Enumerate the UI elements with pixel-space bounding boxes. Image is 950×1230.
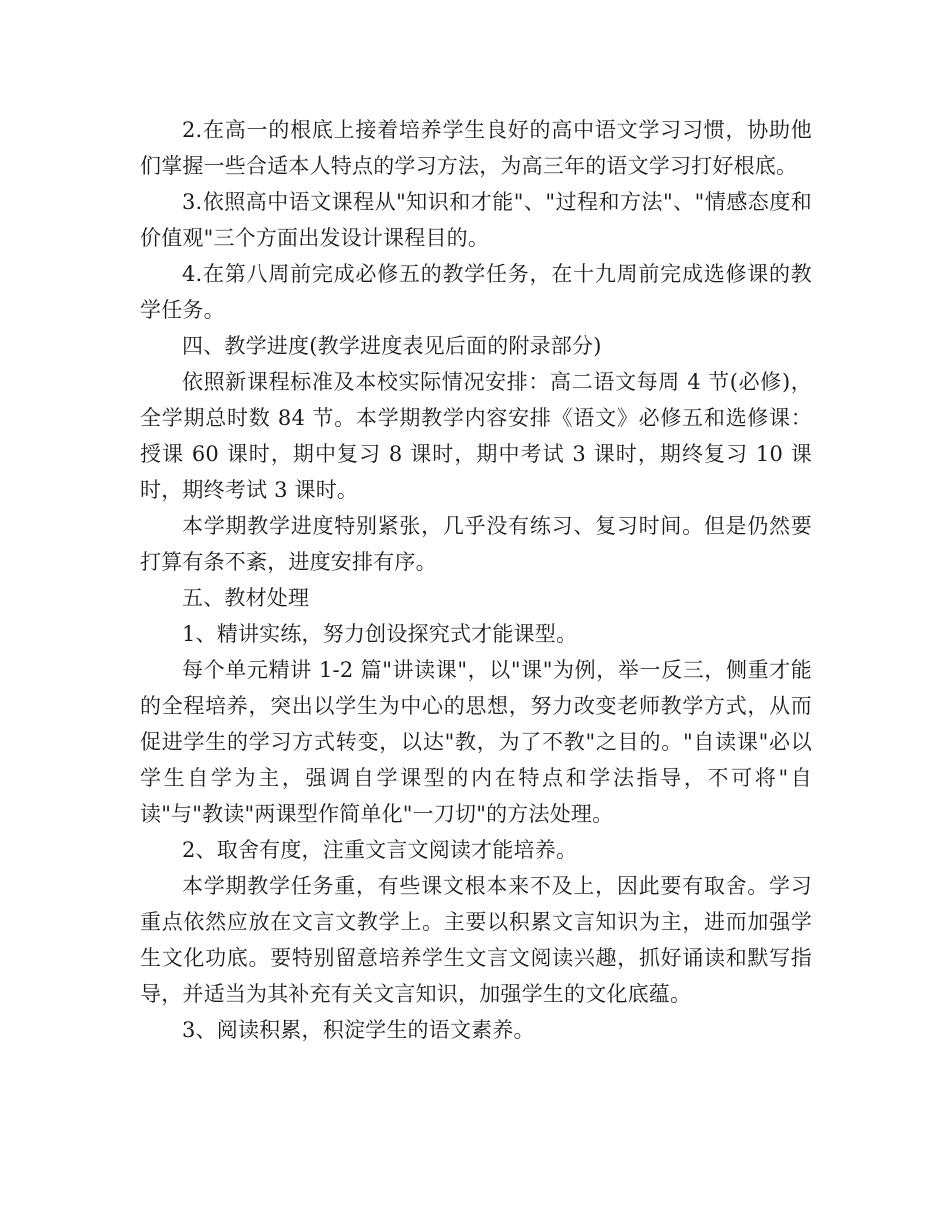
paragraph-classical-chinese: 本学期教学任务重，有些课文根本来不及上，因此要有取舍。学习重点依然应放在文言文教学上。主要以积累文言知识为主，进而加强学生文化功底。要特别留意培养学生文言文阅读兴趣，抓好诵读和默写指导，并适当为其补充有关文言知识，加强学生的文化底蕴。 xyxy=(140,874,812,1006)
section-heading-teaching-progress: 四、教学进度(教学进度表见后面的附录部分) xyxy=(182,334,602,358)
paragraph-schedule: 依照新课程标准及本校实际情况安排：高二语文每周 4 节(必修)，全学期总时数 84 节。本学期教学内容安排《语文》必修五和选修课：授课 60 课时，期中复习 8 课时，期中考试 3 课时，期终复习 10 课时，期终考试 3 课时。 xyxy=(140,370,812,502)
subheading-3: 3、阅读积累，积淀学生的语文素养。 xyxy=(182,1018,535,1042)
document-body xyxy=(140,112,812,1048)
paragraph-lecture-method: 每个单元精讲 1-2 篇"讲读课"，以"课"为例，举一反三，侧重才能的全程培养，突出以学生为中心的思想，努力改变老师教学方式，从而促进学生的学习方式转变，以达"教，为了不教"之目的。"自读课"必以学生自学为主，强调自学课型的内在特点和学法指导，不可将"自读"与"教读"两课型作简单化"一刀切"的方法处理。 xyxy=(140,658,812,826)
section-heading-textbook: 五、教材处理 xyxy=(182,586,310,610)
subheading-2: 2、取舍有度，注重文言文阅读才能培养。 xyxy=(182,838,578,862)
subheading-1: 1、精讲实练，努力创设探究式才能课型。 xyxy=(182,622,578,646)
paragraph-goal-2: 2.在高一的根底上接着培养学生良好的高中语文学习习惯，协助他们掌握一些合适本人特点的学习方法，为高三年的语文学习打好根底。 xyxy=(140,118,812,178)
paragraph-goal-4: 4.在第八周前完成必修五的教学任务，在十九周前完成选修课的教学任务。 xyxy=(140,262,812,322)
paragraph-progress-note: 本学期教学进度特别紧张，几乎没有练习、复习时间。但是仍然要打算有条不紊，进度安排有序。 xyxy=(140,514,812,574)
paragraph-goal-3: 3.依照高中语文课程从"知识和才能"、"过程和方法"、"情感态度和价值观"三个方面出发设计课程目的。 xyxy=(140,190,812,250)
